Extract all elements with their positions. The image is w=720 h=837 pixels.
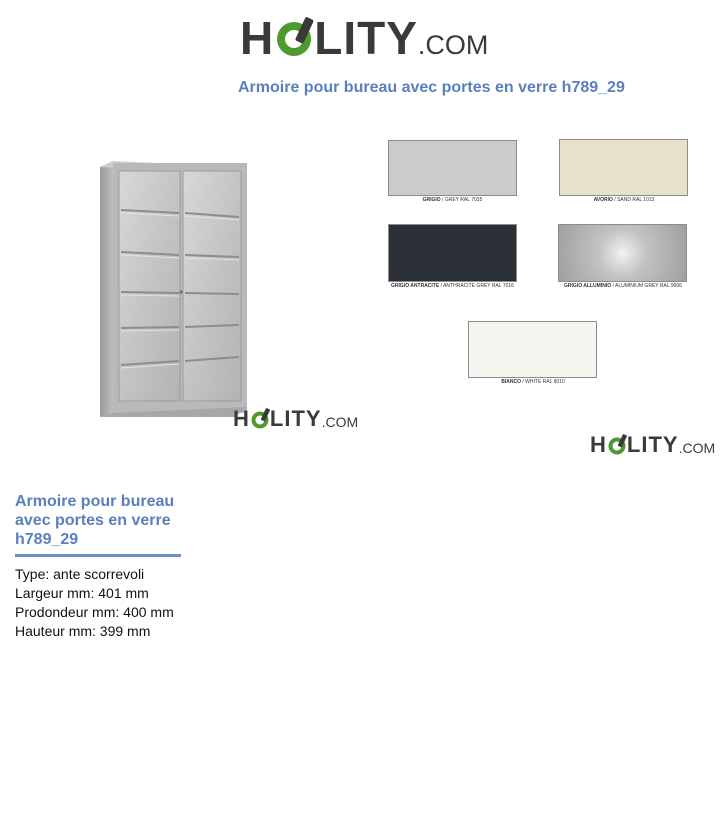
swatch-color-bianco: [468, 321, 597, 378]
logo-com: .COM: [417, 29, 489, 60]
swatch-color-grigio-antracite: [388, 224, 517, 282]
logo-o-mark-icon: [274, 15, 314, 61]
holity-logo-product: [233, 405, 358, 433]
logo-com: .COM: [321, 414, 359, 430]
product-specs: [15, 565, 174, 641]
holity-logo-swatches: [590, 431, 715, 459]
title-underline: [15, 554, 181, 557]
swatch-caption: BIANCO / WHITE RAL 9010: [501, 379, 565, 385]
swatch-grigio-antracite: [388, 224, 517, 292]
cabinet-image: [95, 155, 255, 425]
swatch-caption: GRIGIO ANTRACITE / ANTHRACITE GREY RAL 7016: [391, 283, 514, 289]
swatch-caption: AVORIO / SAND RAL 1013: [593, 197, 655, 203]
spec-height: Hauteur mm: 399 mm: [15, 623, 151, 639]
page-title: Armoire pour bureau avec portes en verre h789_29: [238, 79, 625, 96]
swatch-grigio-alluminio: [558, 224, 688, 292]
spec-width: Largeur mm: 401 mm: [15, 585, 149, 601]
logo-o-mark-icon: [250, 407, 270, 431]
spec-depth: Prodondeur mm: 400 mm: [15, 604, 174, 620]
logo-letters-lity: LITY: [314, 12, 418, 64]
logo-letters-lity: LITY: [269, 406, 322, 431]
swatch-color-grigio: [388, 140, 517, 196]
logo-letters-lity: LITY: [626, 432, 679, 457]
product-title: Armoire pour bureau avec portes en verre h789_29: [15, 493, 175, 548]
logo-letter-h: H: [590, 432, 607, 457]
logo-com: .COM: [678, 440, 716, 456]
logo-letter-h: H: [233, 406, 250, 431]
logo-o-mark-icon: [607, 433, 627, 457]
swatch-color-avorio: [559, 139, 688, 196]
swatch-caption: GRIGIO ALLUMINIO / ALUMINIUM GREY RAL 9006: [564, 283, 682, 289]
swatch-caption: GRIGIO / GREY RAL 7035: [422, 197, 483, 203]
swatch-grigio: [388, 140, 517, 206]
swatch-avorio: [559, 139, 689, 205]
logo-letter-h: H: [240, 12, 275, 64]
holity-logo[interactable]: [240, 10, 488, 66]
spec-type: Type: ante scorrevoli: [15, 566, 145, 582]
swatch-color-grigio-alluminio: [558, 224, 687, 282]
swatch-bianco: [468, 321, 598, 387]
